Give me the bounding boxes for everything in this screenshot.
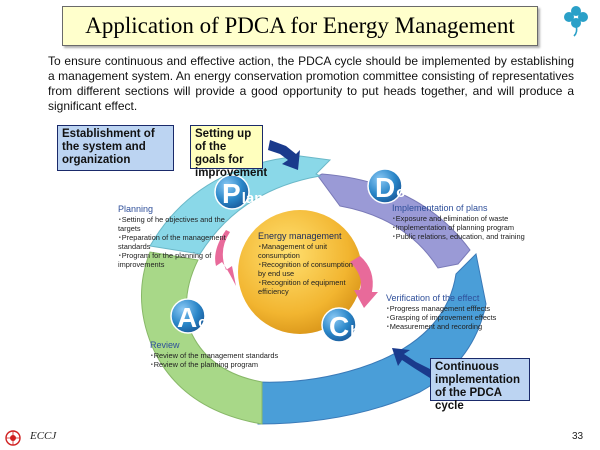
clover-logo-icon (564, 6, 588, 36)
energy-management-item: ･Management of unit consumption (258, 242, 328, 260)
energy-management-block (258, 232, 353, 296)
eccj-logo-icon (6, 431, 20, 445)
page-number: 33 (572, 431, 584, 442)
svg-text:Do (375, 172, 405, 203)
implementation-block (392, 204, 542, 241)
implementation-item: ･Public relations, education, and training (392, 232, 525, 241)
plan-letter: P (222, 178, 241, 209)
review-item: ･Review of the management standards (150, 351, 279, 360)
energy-management-item: ･Recognition of equipment efficiency (258, 278, 346, 296)
verification-heading: Verification of the effect (386, 293, 480, 303)
plan-rest: lan (241, 190, 264, 207)
implementation-heading: Implementation of plans (392, 203, 488, 213)
establishment-callout: Establishment of the system and organization (57, 125, 174, 171)
footer-brand: ECCJ (30, 430, 57, 442)
planning-item: ･Preparation of the management standards (118, 233, 226, 251)
review-heading: Review (150, 340, 180, 350)
check-rest: heck (350, 323, 385, 340)
planning-block (118, 205, 226, 269)
implementation-item: ･Implementation of planning program (392, 223, 515, 232)
svg-text:Check (329, 311, 385, 342)
planning-item: ･Program for the planning of improvements (118, 251, 212, 269)
verification-item: ･Progress management efffects (386, 304, 491, 313)
svg-text:Action (177, 302, 234, 333)
implementation-item: ･Exposure and elimination of waste (392, 214, 509, 223)
review-block (150, 341, 300, 369)
energy-management-item: ･Recognition of consumption by end use (258, 260, 353, 278)
planning-item: ･Setting of he objectives and the targets (118, 215, 225, 233)
verification-block (386, 294, 536, 331)
slide-title: Application of PDCA for Energy Management (62, 6, 538, 46)
do-rest: o (396, 184, 406, 201)
check-letter: C (329, 311, 350, 342)
goals-callout: Setting up of the goals for improvement (190, 125, 263, 169)
verification-item: ･Measurement and recording (386, 322, 483, 331)
intro-paragraph: To ensure continuous and effective action, the PDCA cycle should be implemented by establishing a management system. An energy conservation promotion committee consisting of representatives from different sections will provide a good opportunity to put heads together, and will produce a significant effect. (48, 54, 574, 113)
energy-management-heading: Energy management (258, 231, 342, 241)
review-item: ･Review of the planning program (150, 360, 259, 369)
do-letter: D (375, 172, 396, 203)
continuous-callout: Continuous implementation of the PDCA cycle (430, 358, 530, 401)
action-letter: A (177, 302, 198, 333)
planning-heading: Planning (118, 204, 154, 214)
verification-item: ･Grasping of improvement effects (386, 313, 497, 322)
action-rest: ction (198, 314, 235, 331)
